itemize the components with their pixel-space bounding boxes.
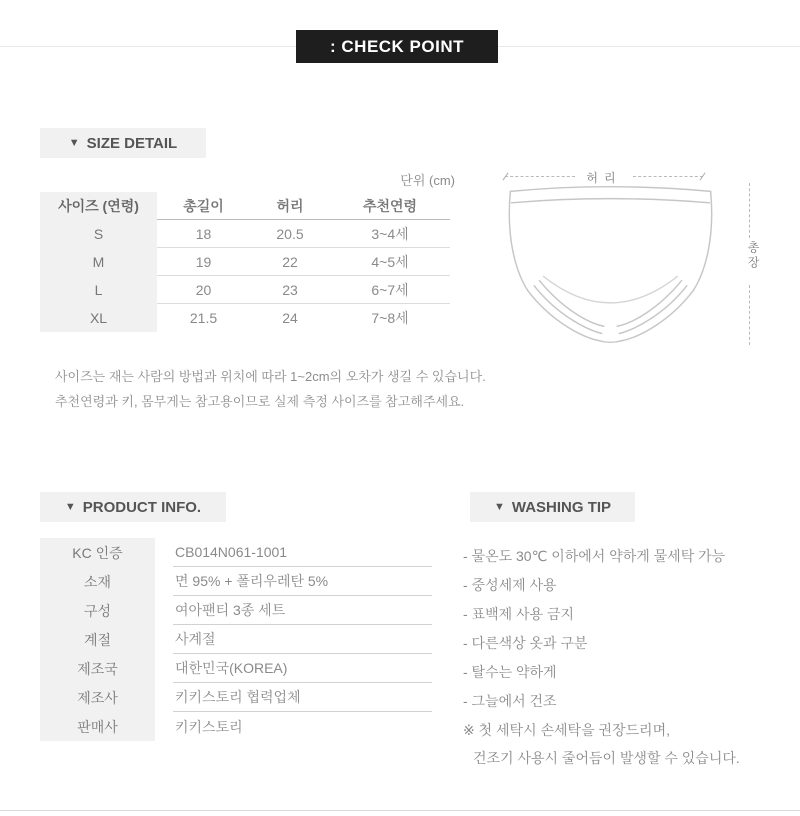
length-cell: 20 bbox=[157, 276, 250, 304]
washing-tip-header bbox=[470, 492, 635, 522]
row-label: 제조사 bbox=[40, 683, 155, 712]
size-table-header-row bbox=[40, 192, 450, 220]
size-detail-header bbox=[40, 128, 206, 158]
list-item: - 탈수는 약하게 bbox=[463, 663, 557, 680]
table-row bbox=[40, 248, 450, 276]
list-item: - 그늘에서 건조 bbox=[463, 692, 557, 709]
row-label: 제조국 bbox=[40, 654, 155, 683]
size-col-header: 사이즈 (연령) bbox=[40, 192, 157, 220]
age-cell: 6~7세 bbox=[330, 276, 450, 304]
washing-tip-title: WASHING TIP bbox=[511, 498, 612, 516]
row-value: 면 95% + 폴리우레탄 5% bbox=[173, 567, 432, 596]
size-cell: L bbox=[40, 276, 157, 304]
product-info-table bbox=[40, 538, 432, 741]
length-cell: 19 bbox=[157, 248, 250, 276]
waist-label: 허리 bbox=[586, 171, 622, 185]
length-cell: 21.5 bbox=[189, 310, 218, 326]
unit-label: 단위 (cm) bbox=[400, 173, 455, 188]
list-item: - 중성세제 사용 bbox=[463, 576, 557, 593]
waist-col-header: 허리 bbox=[250, 192, 330, 220]
total-length-label: 총장 bbox=[746, 241, 760, 271]
size-note-line: 사이즈는 재는 사람의 방법과 위치에 따라 1~2cm의 오차가 생길 수 있습니다. bbox=[55, 369, 486, 384]
length-col-header: 총길이 bbox=[157, 192, 250, 220]
age-cell: 3~4세 bbox=[330, 220, 450, 248]
triangle-down-icon: ▼ bbox=[493, 501, 505, 513]
waist-cell: 20.5 bbox=[250, 220, 330, 248]
briefs-outline-drawing bbox=[503, 181, 718, 347]
row-label: 계절 bbox=[40, 625, 155, 654]
checkpoint-banner bbox=[296, 30, 498, 63]
table-row bbox=[40, 596, 432, 625]
table-row bbox=[40, 654, 432, 683]
row-label: 소재 bbox=[40, 567, 155, 596]
list-item: - 다른색상 옷과 구분 bbox=[463, 634, 588, 651]
row-label: 판매사 bbox=[40, 712, 155, 741]
row-value: 키키스토리 협력업체 bbox=[173, 683, 432, 712]
product-info-header bbox=[40, 492, 226, 522]
size-cell: M bbox=[40, 248, 157, 276]
row-value: 여아팬티 3종 세트 bbox=[173, 596, 432, 625]
table-row bbox=[40, 567, 432, 596]
size-cell: XL bbox=[40, 304, 157, 332]
row-value: 대한민국(KOREA) bbox=[173, 654, 432, 683]
size-detail-title: SIZE DETAIL bbox=[86, 134, 178, 152]
age-col-header: 추천연령 bbox=[330, 192, 450, 220]
row-value: CB014N061-1001 bbox=[173, 538, 432, 567]
triangle-down-icon: ▼ bbox=[68, 137, 80, 149]
row-label: KC 인증 bbox=[40, 538, 155, 567]
washing-note-line: 건조기 사용시 줄어듬이 발생할 수 있습니다. bbox=[473, 750, 740, 766]
list-item: - 물온도 30℃ 이하에서 약하게 물세탁 가능 bbox=[463, 547, 726, 564]
checkpoint-title: : CHECK POINT bbox=[330, 36, 464, 56]
waist-cell: 22 bbox=[250, 248, 330, 276]
list-item: - 표백제 사용 금지 bbox=[463, 605, 574, 622]
waist-cell: 24 bbox=[282, 310, 298, 326]
table-row bbox=[40, 220, 450, 248]
table-row bbox=[40, 625, 432, 654]
age-cell: 4~5세 bbox=[330, 248, 450, 276]
bottom-divider bbox=[0, 810, 800, 811]
product-info-title: PRODUCT INFO. bbox=[82, 498, 202, 516]
length-cell: 18 bbox=[157, 220, 250, 248]
triangle-down-icon: ▼ bbox=[64, 501, 76, 513]
table-row bbox=[40, 683, 432, 712]
row-value: 키키스토리 bbox=[175, 718, 243, 735]
row-label: 구성 bbox=[40, 596, 155, 625]
table-row bbox=[40, 276, 450, 304]
size-note-line: 추천연령과 키, 몸무게는 참고용이므로 실제 측정 사이즈를 참고해주세요. bbox=[55, 394, 465, 409]
size-cell: S bbox=[40, 220, 157, 248]
length-measure-line bbox=[744, 183, 760, 345]
size-notes bbox=[55, 364, 486, 414]
washing-note-line: ※ 첫 세탁시 손세탁을 권장드리며, bbox=[463, 722, 670, 738]
washing-note bbox=[463, 716, 740, 772]
table-row bbox=[40, 538, 432, 567]
age-cell: 7~8세 bbox=[371, 310, 409, 326]
table-row bbox=[40, 712, 432, 741]
washing-tips-list bbox=[463, 541, 725, 715]
waist-cell: 23 bbox=[250, 276, 330, 304]
table-row bbox=[40, 304, 450, 332]
size-table bbox=[40, 192, 450, 332]
row-value: 사계절 bbox=[173, 625, 432, 654]
